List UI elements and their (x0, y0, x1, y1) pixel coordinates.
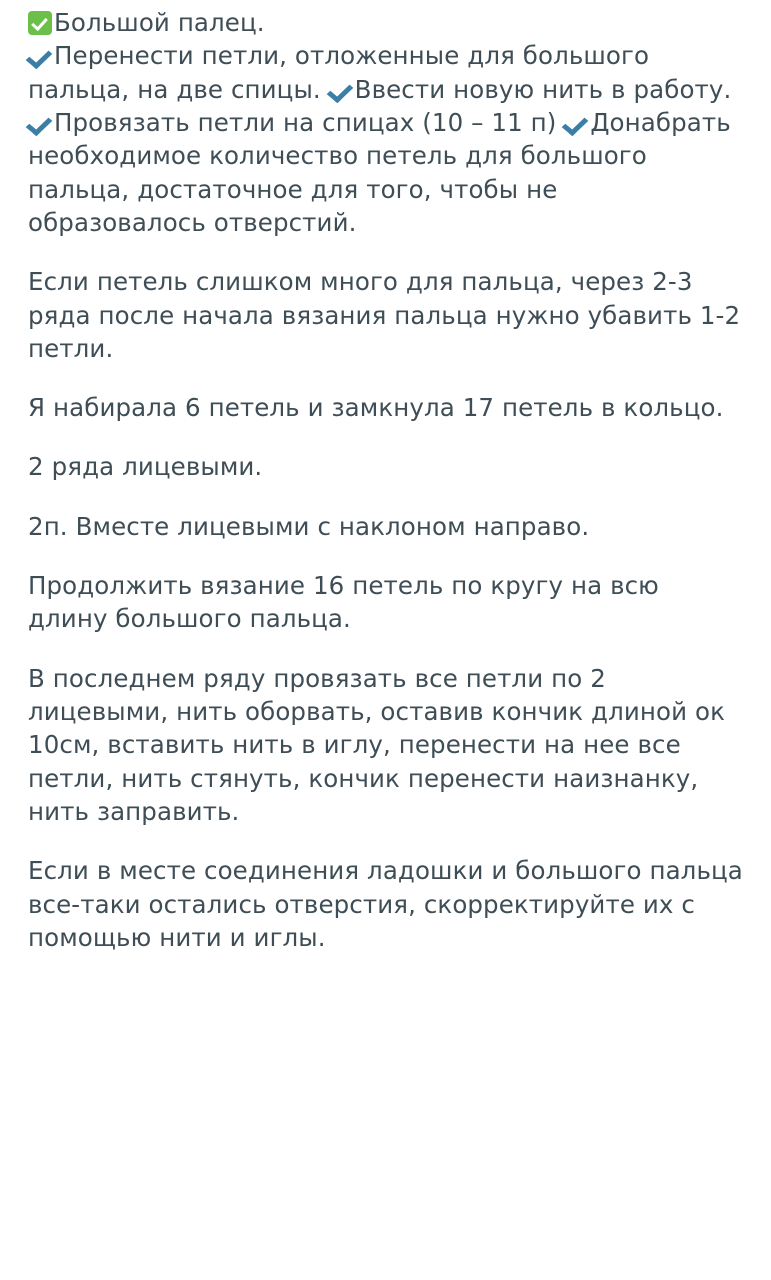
instruction-segment-4: Донабрать необходимое количество петель для большого пальца, достаточное для того, чтобы не образовалось отверстий. (28, 107, 731, 237)
paragraph-thumb-instructions (28, 6, 743, 239)
paragraph-two-together-right: 2п. Вместе лицевыми с наклоном направо. (28, 511, 590, 541)
paragraph-continue-16: Продолжить вязание 16 петель по кругу на всю длину большого пальца. (28, 571, 659, 634)
blue-check-icon (329, 77, 353, 102)
instruction-segment-0: Большой палец. (54, 8, 265, 37)
blue-check-icon (28, 43, 52, 68)
blue-check-icon (564, 110, 588, 135)
paragraph-two-rows-knit: 2 ряда лицевыми. (28, 452, 263, 482)
paragraph-cast-on-count: Я набирала 6 петель и замкнула 17 петель в кольцо. (28, 393, 724, 423)
green-check-icon (28, 11, 52, 35)
paragraph-last-row-finish: В последнем ряду провязать все петли по 2 лицевыми, нить оборвать, оставив кончик длиной ок 10см, вставить нить в иглу, перенести на нее все петли, нить стянуть, кончик перенести наизнанку, нить заправить. (28, 663, 725, 826)
instruction-segment-1: Перенести петли, отложенные для большого пальца, на две спицы. (28, 41, 650, 104)
instruction-segment-3: Провязать петли на спицах (10 – 11 п) (54, 107, 557, 137)
blue-check-icon (28, 110, 52, 135)
paragraph-fix-holes: Если в месте соединения ладошки и большого пальца все-таки остались отверстия, скорректируйте их с помощью нити и иглы. (28, 856, 743, 952)
instruction-segment-2: Ввести новую нить в работу. (354, 74, 732, 104)
paragraph-too-many-stitches: Если петель слишком много для пальца, через 2-3 ряда после начала вязания пальца нужно убавить 1-2 петли. (28, 267, 741, 363)
